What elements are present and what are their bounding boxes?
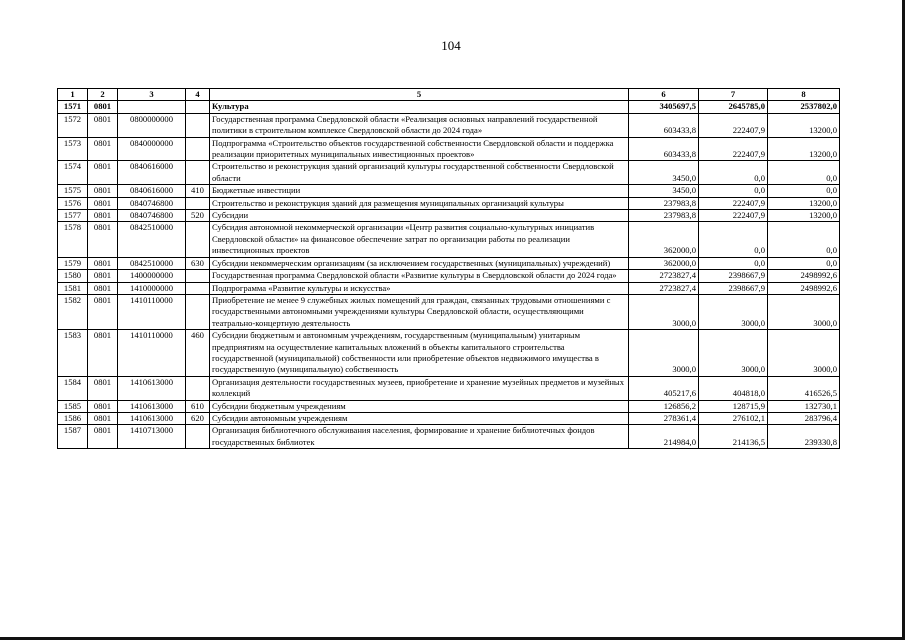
row-number-cell: 1584: [58, 376, 88, 400]
amount-col8-cell: 0,0: [768, 222, 840, 257]
item-name-cell: Субсидии: [210, 210, 629, 222]
amount-col6-cell: 362000,0: [629, 257, 699, 269]
table-row: [58, 270, 840, 282]
amount-col6-cell: 237983,8: [629, 210, 699, 222]
section-code-cell: 0801: [88, 330, 118, 377]
row-number-cell: 1586: [58, 412, 88, 424]
row-number-cell: 1572: [58, 113, 88, 137]
table-row: [58, 330, 840, 377]
row-number-cell: 1577: [58, 210, 88, 222]
item-name-cell: Организация деятельности государственных музеев, приобретение и хранение музейных предметов и музейных коллекций: [210, 376, 629, 400]
expense-type-cell: [186, 425, 210, 449]
item-name-cell: Субсидии бюджетным и автономным учреждениям, государственным (муниципальным) унитарным предприятиям на осуществление капитальных вложений в объекты капитального строительства государственной (муниципальной) собственности или приобретение объектов недвижимого имущества в государственную (муниципальную) собственность: [210, 330, 629, 377]
amount-col6-cell: 2723827,4: [629, 282, 699, 294]
item-name-cell: Государственная программа Свердловской области «Реализация основных направлений государственной политики в строительном комплексе Свердловской области до 2024 года»: [210, 113, 629, 137]
item-name-cell: Подпрограмма «Развитие культуры и искусства»: [210, 282, 629, 294]
amount-col6-cell: 603433,8: [629, 137, 699, 161]
table-row: [58, 412, 840, 424]
budget-table: [57, 88, 840, 449]
target-article-cell: 0842510000: [118, 257, 186, 269]
amount-col7-cell: 404818,0: [699, 376, 768, 400]
section-code-cell: 0801: [88, 210, 118, 222]
expense-type-cell: [186, 270, 210, 282]
amount-col6-cell: 405217,6: [629, 376, 699, 400]
amount-col6-cell: 214984,0: [629, 425, 699, 449]
amount-col7-cell: 0,0: [699, 161, 768, 185]
section-code-cell: 0801: [88, 425, 118, 449]
amount-col6-cell: 3000,0: [629, 294, 699, 329]
section-code-cell: 0801: [88, 197, 118, 209]
expense-type-cell: 410: [186, 185, 210, 197]
amount-col7-cell: 276102,1: [699, 412, 768, 424]
item-name-cell: Субсидии автономным учреждениям: [210, 412, 629, 424]
table-row: [58, 185, 840, 197]
table-body: [58, 101, 840, 449]
table-row: [58, 101, 840, 113]
section-code-cell: 0801: [88, 161, 118, 185]
expense-type-cell: 610: [186, 400, 210, 412]
amount-col6-cell: 126856,2: [629, 400, 699, 412]
item-name-cell: Государственная программа Свердловской области «Развитие культуры в Свердловской области до 2024 года»: [210, 270, 629, 282]
amount-col7-cell: 3000,0: [699, 294, 768, 329]
amount-col8-cell: 132730,1: [768, 400, 840, 412]
amount-col8-cell: 2537802,0: [768, 101, 840, 113]
target-article-cell: 1410613000: [118, 400, 186, 412]
table-header-row: [58, 89, 840, 101]
target-article-cell: 0840000000: [118, 137, 186, 161]
target-article-cell: 0840616000: [118, 161, 186, 185]
row-number-cell: 1582: [58, 294, 88, 329]
target-article-cell: 1410613000: [118, 412, 186, 424]
row-number-cell: 1574: [58, 161, 88, 185]
item-name-cell: Культура: [210, 101, 629, 113]
target-article-cell: 0840616000: [118, 185, 186, 197]
amount-col8-cell: 3000,0: [768, 294, 840, 329]
amount-col8-cell: 0,0: [768, 257, 840, 269]
amount-col6-cell: 362000,0: [629, 222, 699, 257]
amount-col8-cell: 0,0: [768, 185, 840, 197]
amount-col7-cell: 0,0: [699, 185, 768, 197]
amount-col8-cell: 2498992,6: [768, 282, 840, 294]
table-row: [58, 400, 840, 412]
amount-col7-cell: 222407,9: [699, 197, 768, 209]
amount-col7-cell: 2645785,0: [699, 101, 768, 113]
table-row: [58, 210, 840, 222]
amount-col8-cell: 2498992,6: [768, 270, 840, 282]
section-code-cell: 0801: [88, 376, 118, 400]
section-code-cell: 0801: [88, 137, 118, 161]
column-header: 1: [58, 89, 88, 101]
table-row: [58, 257, 840, 269]
item-name-cell: Приобретение не менее 9 служебных жилых помещений для граждан, связанных трудовыми отношениями с государственными автономными учреждениями культуры Свердловской области, осуществляющими театрально-концертную деятельность: [210, 294, 629, 329]
amount-col6-cell: 3450,0: [629, 185, 699, 197]
item-name-cell: Бюджетные инвестиции: [210, 185, 629, 197]
amount-col6-cell: 3450,0: [629, 161, 699, 185]
table-row: [58, 137, 840, 161]
row-number-cell: 1585: [58, 400, 88, 412]
amount-col8-cell: 13200,0: [768, 197, 840, 209]
item-name-cell: Организация библиотечного обслуживания населения, формирование и хранение библиотечных фондов государственных библиотек: [210, 425, 629, 449]
target-article-cell: 0840746800: [118, 210, 186, 222]
target-article-cell: 0840746800: [118, 197, 186, 209]
table-row: [58, 376, 840, 400]
amount-col7-cell: 2398667,9: [699, 270, 768, 282]
amount-col6-cell: 278361,4: [629, 412, 699, 424]
section-code-cell: 0801: [88, 412, 118, 424]
amount-col6-cell: 2723827,4: [629, 270, 699, 282]
row-number-cell: 1583: [58, 330, 88, 377]
column-header: 8: [768, 89, 840, 101]
amount-col8-cell: 3000,0: [768, 330, 840, 377]
amount-col7-cell: 3000,0: [699, 330, 768, 377]
row-number-cell: 1575: [58, 185, 88, 197]
table-row: [58, 425, 840, 449]
section-code-cell: 0801: [88, 294, 118, 329]
item-name-cell: Субсидии некоммерческим организациям (за исключением государственных (муниципальных) учреждений): [210, 257, 629, 269]
section-code-cell: 0801: [88, 185, 118, 197]
amount-col7-cell: 222407,9: [699, 137, 768, 161]
row-number-cell: 1578: [58, 222, 88, 257]
section-code-cell: 0801: [88, 257, 118, 269]
row-number-cell: 1580: [58, 270, 88, 282]
target-article-cell: 1410713000: [118, 425, 186, 449]
expense-type-cell: [186, 222, 210, 257]
amount-col8-cell: 13200,0: [768, 137, 840, 161]
expense-type-cell: 520: [186, 210, 210, 222]
page-number: 104: [441, 38, 461, 53]
amount-col7-cell: 0,0: [699, 222, 768, 257]
column-header: 6: [629, 89, 699, 101]
amount-col7-cell: 128715,9: [699, 400, 768, 412]
column-header: 7: [699, 89, 768, 101]
amount-col6-cell: 3000,0: [629, 330, 699, 377]
expense-type-cell: 620: [186, 412, 210, 424]
expense-type-cell: [186, 282, 210, 294]
table-row: [58, 113, 840, 137]
item-name-cell: Строительство и реконструкция зданий организаций культуры государственной собственности Свердловской области: [210, 161, 629, 185]
section-code-cell: 0801: [88, 113, 118, 137]
section-code-cell: 0801: [88, 282, 118, 294]
row-number-cell: 1576: [58, 197, 88, 209]
section-code-cell: 0801: [88, 101, 118, 113]
amount-col8-cell: 13200,0: [768, 113, 840, 137]
amount-col7-cell: 0,0: [699, 257, 768, 269]
item-name-cell: Субсидия автономной некоммерческой организации «Центр развития социально-культурных инициатив Свердловской области» на финансовое обеспечение затрат по организации работы по реализации инвестиционных проектов: [210, 222, 629, 257]
item-name-cell: Субсидии бюджетным учреждениям: [210, 400, 629, 412]
row-number-cell: 1579: [58, 257, 88, 269]
amount-col8-cell: 416526,5: [768, 376, 840, 400]
target-article-cell: 1410110000: [118, 294, 186, 329]
amount-col8-cell: 283796,4: [768, 412, 840, 424]
section-code-cell: 0801: [88, 270, 118, 282]
expense-type-cell: [186, 101, 210, 113]
amount-col8-cell: 13200,0: [768, 210, 840, 222]
amount-col8-cell: 0,0: [768, 161, 840, 185]
table-row: [58, 161, 840, 185]
amount-col7-cell: 222407,9: [699, 210, 768, 222]
row-number-cell: 1587: [58, 425, 88, 449]
amount-col7-cell: 2398667,9: [699, 282, 768, 294]
amount-col7-cell: 222407,9: [699, 113, 768, 137]
table-row: [58, 282, 840, 294]
table-row: [58, 222, 840, 257]
target-article-cell: 0842510000: [118, 222, 186, 257]
expense-type-cell: 630: [186, 257, 210, 269]
expense-type-cell: [186, 294, 210, 329]
target-article-cell: 1400000000: [118, 270, 186, 282]
item-name-cell: Строительство и реконструкция зданий для размещения муниципальных организаций культуры: [210, 197, 629, 209]
target-article-cell: [118, 101, 186, 113]
expense-type-cell: [186, 197, 210, 209]
column-header: 5: [210, 89, 629, 101]
section-code-cell: 0801: [88, 400, 118, 412]
row-number-cell: 1571: [58, 101, 88, 113]
section-code-cell: 0801: [88, 222, 118, 257]
amount-col7-cell: 214136,5: [699, 425, 768, 449]
amount-col6-cell: 603433,8: [629, 113, 699, 137]
expense-type-cell: [186, 137, 210, 161]
item-name-cell: Подпрограмма «Строительство объектов государственной собственности Свердловской области и поддержка реализации приоритетных муниципальных инвестиционных проектов»: [210, 137, 629, 161]
target-article-cell: 1410110000: [118, 330, 186, 377]
expense-type-cell: 460: [186, 330, 210, 377]
row-number-cell: 1581: [58, 282, 88, 294]
expense-type-cell: [186, 376, 210, 400]
target-article-cell: 1410613000: [118, 376, 186, 400]
row-number-cell: 1573: [58, 137, 88, 161]
amount-col6-cell: 237983,8: [629, 197, 699, 209]
table-row: [58, 197, 840, 209]
target-article-cell: 0800000000: [118, 113, 186, 137]
amount-col8-cell: 239330,8: [768, 425, 840, 449]
column-header: 4: [186, 89, 210, 101]
column-header: 3: [118, 89, 186, 101]
amount-col6-cell: 3405697,5: [629, 101, 699, 113]
target-article-cell: 1410000000: [118, 282, 186, 294]
table-row: [58, 294, 840, 329]
expense-type-cell: [186, 113, 210, 137]
expense-type-cell: [186, 161, 210, 185]
column-header: 2: [88, 89, 118, 101]
